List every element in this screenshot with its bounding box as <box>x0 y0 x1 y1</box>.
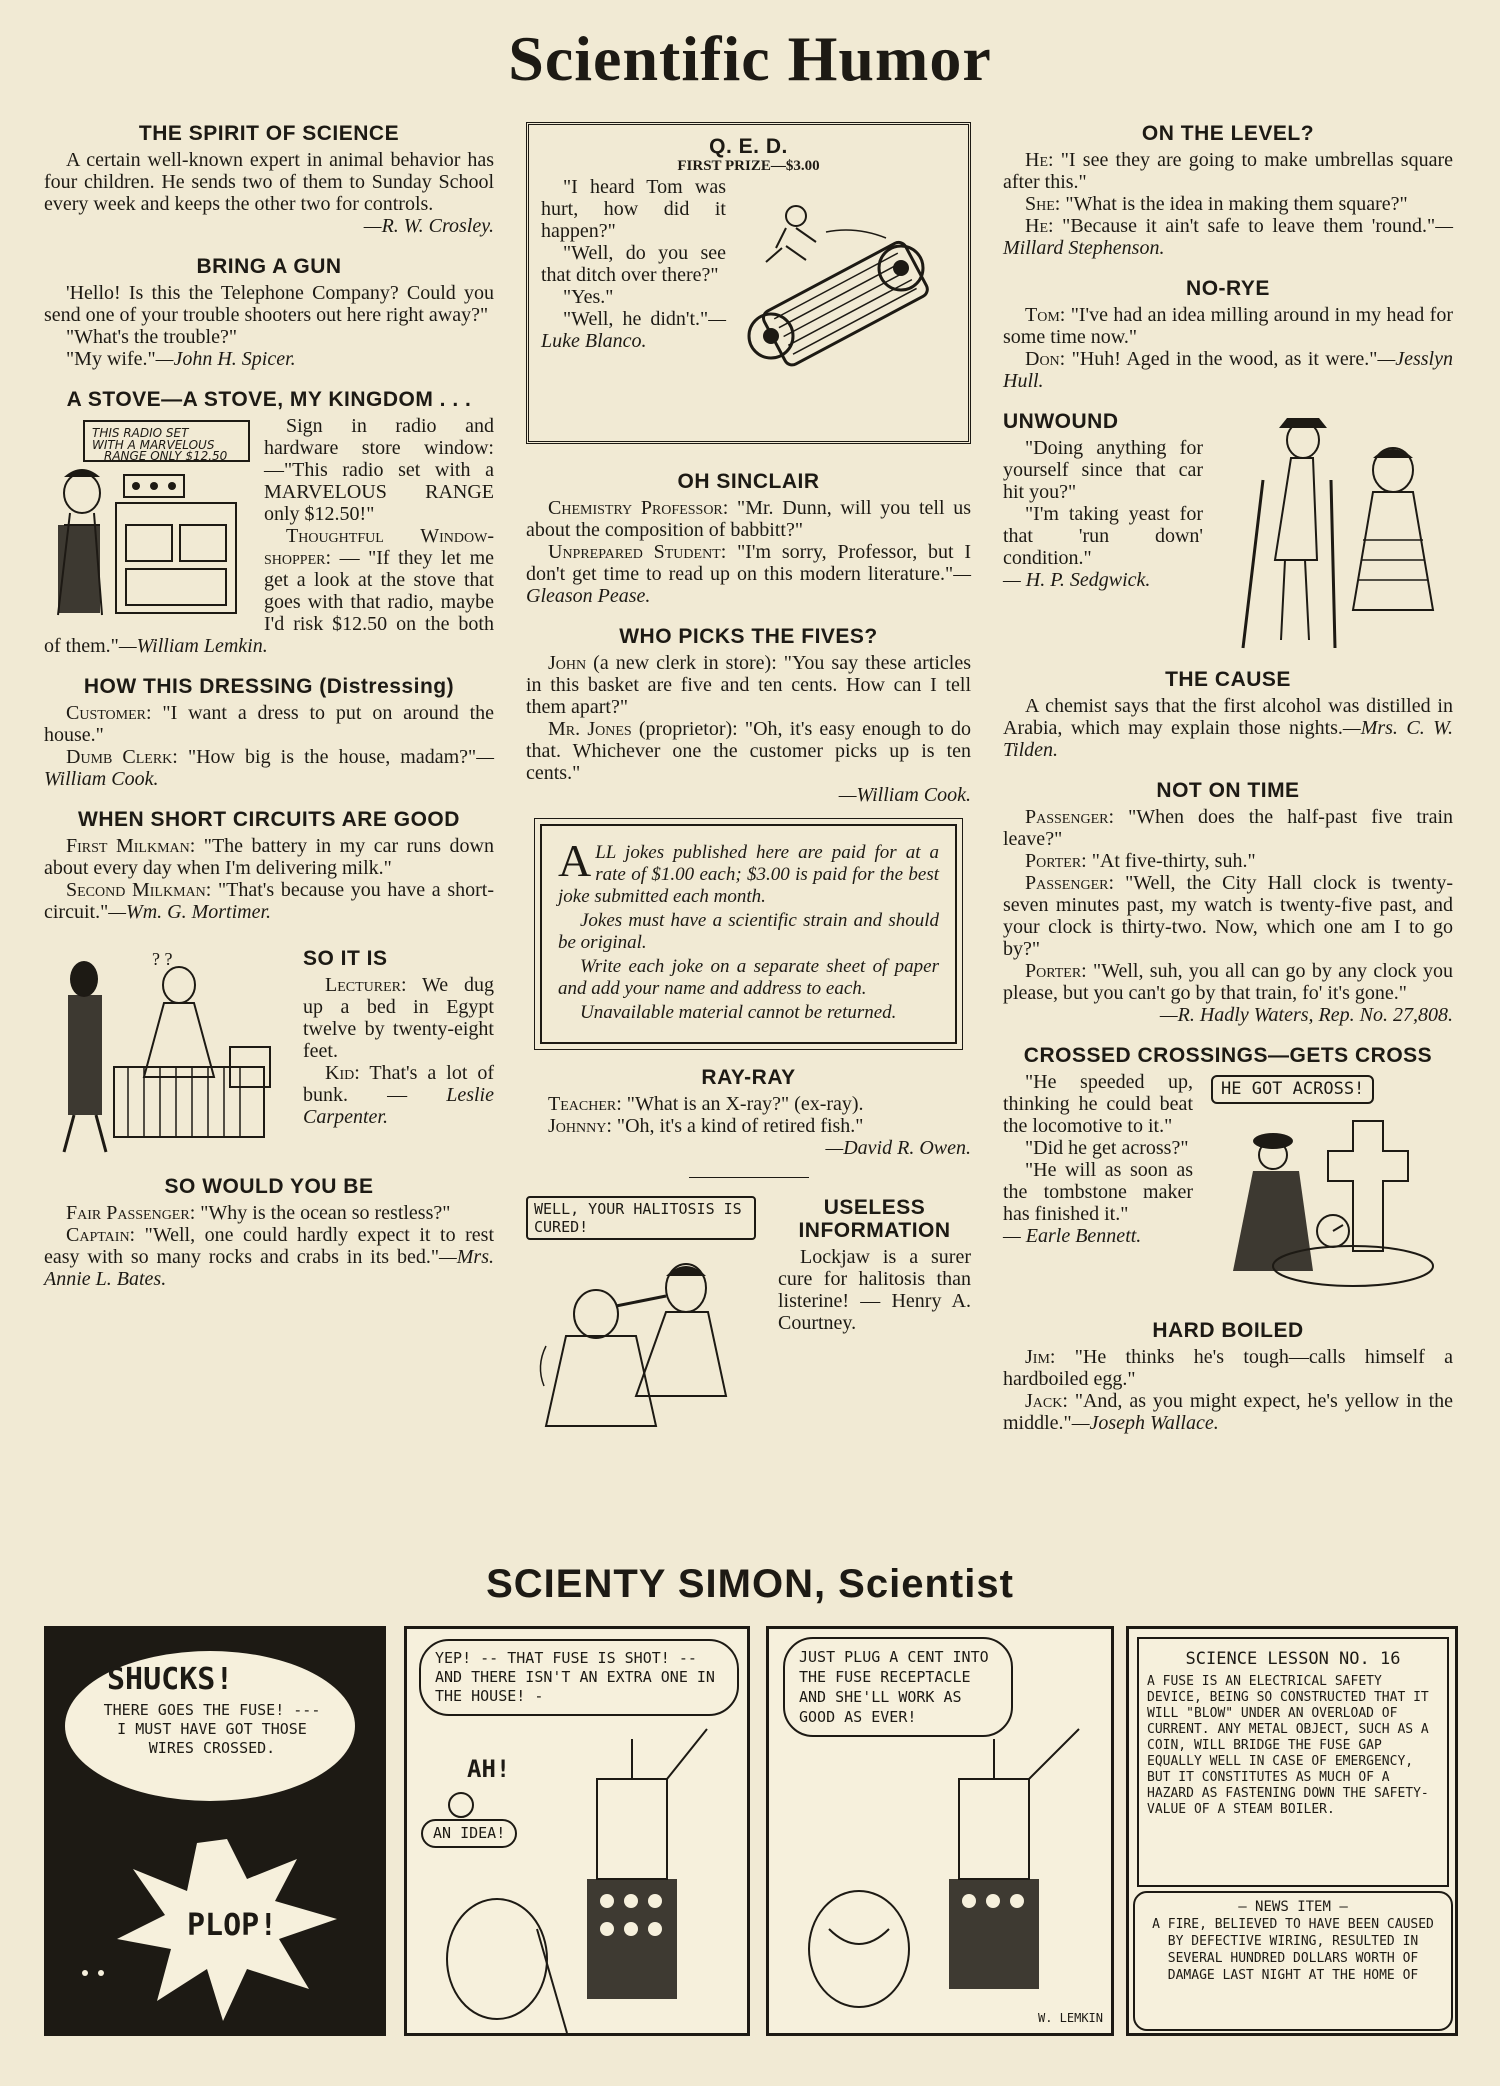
mummy-bed-drawing <box>44 947 289 1157</box>
story-title: RAY-RAY <box>701 1066 796 1089</box>
story-text: Lockjaw is a surer cure for halitosis than listerine! — Henry A. Courtney. <box>778 1246 971 1334</box>
balloon-text: THERE GOES THE FUSE! --- I MUST HAVE GOT THOSE WIRES CROSSED. <box>103 1701 321 1757</box>
dialogue-line: Dumb Clerk: "How big is the house, madam?"—William Cook. <box>44 746 495 790</box>
byline: —Mrs. C. W. Tilden. <box>1003 717 1453 761</box>
mummy-bed-illustration <box>44 947 289 1157</box>
balloon-text: YEP! -- THAT FUSE IS SHOT! -- AND THERE ISN'T AN EXTRA ONE IN THE HOUSE! - <box>419 1639 739 1716</box>
story-on-the-level <box>1003 122 1453 259</box>
plop-text: PLOP! <box>187 1908 278 1943</box>
dialogue-line: John (a new clerk in store): "You say these articles in this basket are five and ten cents. How can I tell them apart?" <box>526 652 971 718</box>
lesson-card <box>1137 1637 1449 1887</box>
page-title: Scientific Humor <box>508 23 992 94</box>
byline: —Millard Stephenson. <box>1003 215 1453 259</box>
story-no-rye <box>1003 277 1453 392</box>
left-column <box>44 122 494 1308</box>
crutches-drawing <box>1213 410 1453 650</box>
story-title: HOW THIS DRESSING (Distressing) <box>83 675 455 698</box>
comic-panel-1 <box>44 1626 386 2036</box>
story-stove <box>44 388 494 657</box>
story-title: USELESS INFORMATION <box>798 1196 951 1242</box>
story-oh-sinclair <box>526 470 971 607</box>
dialogue-line: He: "I see they are going to make umbrellas square after this." <box>1003 149 1454 193</box>
rules-paragraph: Jokes must have a scientific strain and should be original. <box>558 910 939 953</box>
comic-panel-3 <box>766 1626 1114 2036</box>
byline: — H. P. Sedgwick. <box>1003 569 1151 591</box>
story-hard-boiled <box>1003 1319 1453 1434</box>
dialogue-line: Fair Passenger: "Why is the ocean so restless?" <box>66 1202 451 1224</box>
story-title: THE CAUSE <box>1165 668 1291 691</box>
story-title: BRING A GUN <box>196 255 342 278</box>
submission-rules-box <box>540 824 957 1044</box>
dialogue-line: Kid: That's a lot of bunk. — Leslie Carpenter. <box>303 1062 495 1128</box>
dialogue-line: Jack: "And, as you might expect, he's yellow in the middle."—Joseph Wallace. <box>1003 1390 1454 1434</box>
divider <box>689 1177 809 1178</box>
dialogue-line: "Did he get across?" <box>1025 1137 1189 1159</box>
news-item <box>1133 1891 1453 2031</box>
story-title: OH SINCLAIR <box>677 470 820 493</box>
svg-text:WITH A MARVELOUS: WITH A MARVELOUS <box>92 438 215 452</box>
balloon-text: JUST PLUG A CENT INTO THE FUSE RECEPTACLE AND SHE'LL WORK AS GOOD AS EVER! <box>783 1637 1013 1737</box>
story-title: NOT ON TIME <box>1156 779 1300 802</box>
explosion-drawing <box>47 1629 383 2033</box>
story-ray-ray <box>526 1066 971 1159</box>
comic-panel-4 <box>1126 1626 1458 2036</box>
comic-panel-2 <box>404 1626 750 2036</box>
byline: —R. W. Crosley. <box>363 215 494 237</box>
byline: —Gleason Pease. <box>526 563 971 607</box>
dialogue-line: "What's the trouble?" <box>66 326 237 348</box>
dialogue-line: Customer: "I want a dress to put on around the house." <box>44 702 495 746</box>
radio-range-illustration <box>44 415 254 620</box>
dentist-drawing <box>526 1196 766 1441</box>
story-title: WHO PICKS THE FIVES? <box>619 625 878 648</box>
story-title: WHEN SHORT CIRCUITS ARE GOOD <box>78 808 460 831</box>
dialogue-line: Teacher: "What is an X-ray?" (ex-ray). <box>548 1093 864 1115</box>
byline: —R. Hadly Waters, Rep. No. 27,808. <box>1159 1004 1453 1026</box>
byline: —Jesslyn Hull. <box>1003 348 1453 392</box>
story-short-circuits <box>44 808 494 923</box>
story-not-on-time <box>1003 779 1453 1026</box>
dialogue-line: "He speeded up, thinking he could beat the locomotive to it." <box>1003 1071 1193 1137</box>
dialogue-line: Tom: "I've had an idea milling around in my head for some time now." <box>1003 304 1454 348</box>
story-crossed-crossings <box>1003 1044 1453 1301</box>
byline: —Luke Blanco. <box>541 308 726 352</box>
byline: —Mrs. Annie L. Bates. <box>44 1246 494 1290</box>
dialogue-line: Chemistry Professor: "Mr. Dunn, will you tell us about the composition of babbitt?" <box>526 497 971 541</box>
story-who-picks-the-fives <box>526 625 971 806</box>
lesson-text: A FUSE IS AN ELECTRICAL SAFETY DEVICE, BEING SO CONSTRUCTED THAT IT WILL "BLOW" UNDER AN OVERLOAD OF CURRENT. ANY METAL OBJECT, SUCH AS A COIN, WILL BRIDGE THE FUSE GAP EQUALLY WELL IN CASE OF EMERGENCY, BUT IT CONSTITUTES AS MUCH OF A HAZARD AS FASTENING DOWN THE SAFETY-VALUE OF A STEAM BOILER. <box>1147 1674 1429 1817</box>
dialogue-line: Jim: "He thinks he's tough—calls himself a hardboiled egg." <box>1003 1346 1454 1390</box>
byline: —Joseph Wallace. <box>1071 1412 1219 1434</box>
artist-signature: W. LEMKIN <box>1037 2011 1103 2025</box>
prize-joke-box <box>526 122 971 444</box>
byline: —Wm. G. Mortimer. <box>108 901 272 923</box>
story-useless-information <box>526 1196 971 1441</box>
news-heading: — NEWS ITEM — <box>1238 1899 1348 1915</box>
idea-text: AN IDEA! <box>421 1819 517 1848</box>
dialogue-line: "He will as soon as the tombstone maker has finished it." <box>1003 1159 1193 1225</box>
rules-paragraph: ALL jokes published here are paid for at a rate of $1.00 each; $3.00 is paid for the best joke submitted each month. <box>558 835 939 907</box>
drop-cap: A <box>558 835 592 886</box>
comic-strip-title: SCIENTY SIMON, Scientist <box>486 1562 1014 1606</box>
radio-range-drawing <box>44 415 254 620</box>
story-text: A chemist says that the first alcohol was distilled in Arabia, which may explain those nights.—Mrs. C. W. Tilden. <box>1003 695 1453 761</box>
svg-text:? ?: ? ? <box>152 949 173 969</box>
byline: — Earle Bennett. <box>1003 1225 1142 1247</box>
shucks-text: SHUCKS! <box>107 1662 234 1697</box>
dialogue-line: "Doing anything for yourself since that car hit you?" <box>1003 437 1203 503</box>
fuse-box-drawing <box>407 1629 747 2033</box>
dialogue-line: "Yes." <box>563 286 614 308</box>
byline: —William Cook. <box>44 746 495 790</box>
byline: —David R. Owen. <box>825 1137 971 1159</box>
story-title: CROSSED CROSSINGS—GETS CROSS <box>1023 1044 1433 1067</box>
dialogue-line: "I'm taking yeast for that 'run down' condition." <box>1003 503 1203 569</box>
dialogue-line: Mr. Jones (proprietor): "Oh, it's easy enough to do that. Whichever one the customer picks up is ten cents." <box>526 718 971 784</box>
story-title: THE SPIRIT OF SCIENCE <box>138 122 400 145</box>
speech-balloon: WELL, YOUR HALITOSIS IS CURED! <box>526 1196 756 1240</box>
crutches-illustration <box>1213 410 1453 650</box>
news-text: A FIRE, BELIEVED TO HAVE BEEN CAUSED BY DEFECTIVE WIRING, RESULTED IN SEVERAL HUNDRED DOLLARS WORTH OF DAMAGE LAST NIGHT AT THE HOME OF <box>1152 1917 1434 1983</box>
dialogue-line: Thoughtful Window-shopper: — "If they let me get a look at the stove that goes with that radio, maybe I'd risk $12.50 on the both of them."—William Lemkin. <box>44 525 495 657</box>
story-title: NO-RYE <box>1186 277 1270 300</box>
story-the-cause <box>1003 668 1453 761</box>
dialogue-line: He: "Because it ain't safe to leave them 'round."—Millard Stephenson. <box>1003 215 1453 259</box>
dialogue-line: "Well, do you see that ditch over there?" <box>541 242 726 286</box>
rules-paragraph: Unavailable material cannot be returned. <box>580 1002 897 1023</box>
story-so-it-is <box>44 947 494 1157</box>
lesson-heading: SCIENCE LESSON NO. 16 <box>1185 1649 1401 1669</box>
sign-label: HE GOT ACROSS! <box>1211 1075 1374 1104</box>
dialogue-line: 'Hello! Is this the Telephone Company? Could you send one of your trouble shooters out here right away?" <box>44 282 494 326</box>
svg-text:THIS RADIO SET: THIS RADIO SET <box>92 426 189 440</box>
prize-label: FIRST PRIZE—$3.00 <box>677 158 820 174</box>
dialogue-line: Captain: "Well, one could hardly expect it to rest easy with so many rocks and crabs in its bed."—Mrs. Annie L. Bates. <box>44 1224 494 1290</box>
story-text: Sign in radio and hardware store window:—"This radio set with a MARVELOUS RANGE only $12.50!" <box>264 415 494 525</box>
dialogue-line: Porter: "Well, suh, you all can go by any clock you please, but you can't go by that train, fo' it's gone." <box>1003 960 1453 1004</box>
svg-text:RANGE ONLY $12.50: RANGE ONLY $12.50 <box>104 449 228 463</box>
wrecked-car-illustration <box>726 176 956 386</box>
right-column <box>1003 122 1453 1452</box>
dentist-illustration <box>526 1196 766 1441</box>
dialogue-line: Second Milkman: "That's because you have a short-circuit."—Wm. G. Mortimer. <box>44 879 494 923</box>
tombstone-drawing <box>1203 1071 1453 1301</box>
dialogue-line: Lecturer: We dug up a bed in Egypt twelve by twenty-eight feet. <box>303 974 495 1062</box>
dialogue-line: Porter: "At five-thirty, suh." <box>1025 850 1256 872</box>
story-unwound <box>1003 410 1453 650</box>
dialogue-line: Passenger: "Well, the City Hall clock is twenty-seven minutes past, my watch is twenty-five past, and your clock is thirty-two. Now, which one am I to go by?" <box>1003 872 1454 960</box>
story-text: A certain well-known expert in animal behavior has four children. He sends two of them to Sunday School every week and keeps the other two for controls. <box>44 149 494 215</box>
byline: —William Lemkin. <box>118 635 268 657</box>
story-title: Q. E. D. <box>709 135 788 158</box>
dialogue-line: "Well, he didn't."—Luke Blanco. <box>541 308 726 352</box>
story-how-this-dressing <box>44 675 494 790</box>
dialogue-line: Don: "Huh! Aged in the wood, as it were."—Jesslyn Hull. <box>1003 348 1453 392</box>
story-spirit-of-science <box>44 122 494 237</box>
story-title: ON THE LEVEL? <box>1141 122 1315 145</box>
story-title: SO WOULD YOU BE <box>164 1175 374 1198</box>
story-title: HARD BOILED <box>1152 1319 1304 1342</box>
middle-column <box>526 122 971 1459</box>
ah-text: AH! <box>467 1755 511 1783</box>
dialogue-line: She: "What is the idea in making them square?" <box>1025 193 1408 215</box>
dialogue-line: First Milkman: "The battery in my car runs down about every day when I'm delivering milk." <box>44 835 494 879</box>
story-title: SO IT IS <box>303 947 388 970</box>
tombstone-illustration <box>1203 1071 1453 1301</box>
dialogue-line: Unprepared Student: "I'm sorry, Professor, but I don't get time to read up on this modern literature."—Gleason Pease. <box>526 541 971 607</box>
dialogue-line: Passenger: "When does the half-past five train leave?" <box>1003 806 1453 850</box>
wrecked-car-drawing <box>726 176 956 386</box>
byline: Leslie Carpenter. <box>303 1084 494 1128</box>
dialogue-line: "I heard Tom was hurt, how did it happen?" <box>541 176 726 242</box>
byline: —John H. Spicer. <box>155 348 296 370</box>
story-so-would-you-be <box>44 1175 494 1290</box>
plug-cent-drawing <box>769 1629 1111 2033</box>
story-bring-a-gun <box>44 255 494 370</box>
story-title: UNWOUND <box>1003 410 1119 433</box>
dialogue-line: "My wife."—John H. Spicer. <box>66 348 296 370</box>
rules-paragraph: Write each joke on a separate sheet of paper and add your name and address to each. <box>558 956 939 999</box>
byline: —William Cook. <box>838 784 971 806</box>
dialogue-line: Johnny: "Oh, it's a kind of retired fish." <box>548 1115 864 1137</box>
story-title: A STOVE—A STOVE, MY KINGDOM . . . <box>66 388 472 411</box>
